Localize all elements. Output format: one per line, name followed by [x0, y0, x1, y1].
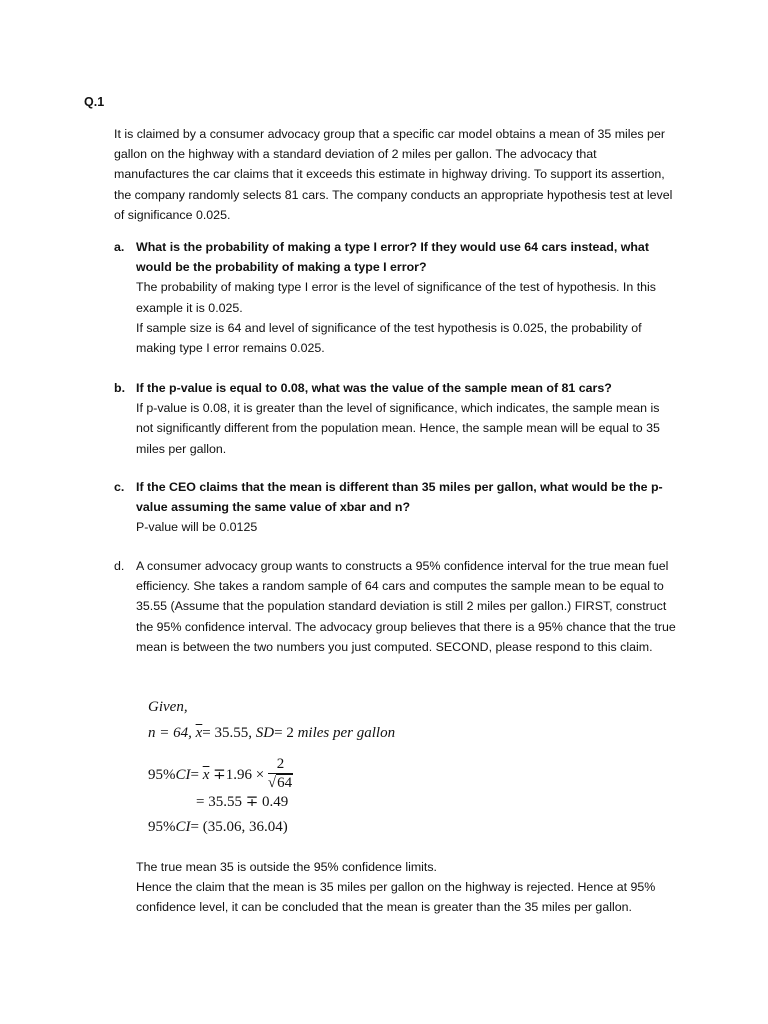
part-d-letter: d. — [114, 559, 125, 573]
part-d-question: A consumer advocacy group wants to constructs a 95% confidence interval for the true mean fuel efficiency. She takes a random sample of 64 cars and computes the sample mean to be equal to 35.55 (Assume that the population standard deviation is still 2 miles per gallon.) FIRST, construct the 95% confidence interval. The advocacy group believes that there is a 95% chance that the true mean is between the two numbers you just computed. SECOND, please respond to this claim. — [136, 559, 676, 654]
math-result-line: = 35.55 ∓ 0.49 — [196, 794, 289, 810]
question-intro: It is claimed by a consumer advocacy group that a specific car model obtains a mean of 35 miles per gallon on the highway with a standard deviation of 2 miles per gallon. The advocacy that manufactures the car claims that it exceeds this estimate in highway driving. To support its assertion, the company randomly selects 81 cars. The company conducts an appropriate hypothesis test at level of significance 0.025. — [114, 127, 673, 222]
ci-equals: = — [190, 767, 199, 783]
part-a-answer-2: If sample size is 64 and level of significance of the test hypothesis is 0.025, the probability of making type I error remains 0.025. — [136, 320, 642, 356]
n-value: n = 64, — [148, 725, 192, 741]
ci-final-symbol: CI — [175, 819, 191, 835]
ci-label: 95% — [148, 767, 176, 783]
part-c-question: If the CEO claims that the mean is different than 35 miles per gallon, what would be the p-value assuming the same value of xbar and n? — [136, 480, 663, 515]
ci-final-value: = (35.06, 36.04) — [190, 819, 288, 835]
sd-units: miles per gallon — [297, 725, 396, 741]
part-b-answer-1: If p-value is 0.08, it is greater than the level of significance, which indicates, the sample mean is not significantly different from the population mean. Hence, the sample mean will be equal to 35 miles per gallon. — [136, 401, 660, 456]
part-c — [114, 477, 676, 538]
math-ci-final — [148, 815, 448, 839]
ci-final-label: 95% — [148, 819, 176, 835]
conclusion-line-1: The true mean 35 is outside the 95% confidence limits. — [136, 860, 437, 874]
part-b — [114, 378, 676, 459]
conclusion-line-2: Hence the claim that the mean is 35 miles per gallon on the highway is rejected. Hence at 95% confidence level, it can be concluded that the mean is greater than the 35 miles per gallon. — [136, 880, 656, 915]
sqrt-symbol: √ — [267, 775, 277, 792]
sqrt-radicand: 64 — [277, 775, 293, 792]
sd-value: = 2 — [274, 725, 294, 741]
question-number: Q.1 — [84, 95, 105, 109]
given-label: Given, — [148, 699, 188, 715]
part-a-question: What is the probability of making a type I error? If they would use 64 cars instead, what would be the probability of making a type I error? — [136, 240, 649, 275]
ci-symbol: CI — [175, 767, 191, 783]
part-b-question: If the p-value is equal to 0.08, what was the value of the sample mean of 81 cars? — [136, 381, 612, 395]
sd-label: SD — [255, 725, 275, 741]
part-b-letter: b. — [114, 381, 126, 395]
part-a-answer-1: The probability of making type I error is the level of significance of the test of hypothesis. In this example it is 0.025. — [136, 280, 656, 315]
ci-plusminus: ∓1.96 × — [213, 767, 265, 783]
math-ci-formula — [148, 756, 448, 794]
conclusion — [136, 857, 696, 918]
ci-fraction — [268, 755, 293, 792]
math-values-line — [148, 721, 468, 745]
ci-xbar-symbol: $\overline{x}$ — [202, 767, 210, 783]
part-a — [114, 237, 676, 358]
xbar-value: = 35.55, — [202, 725, 253, 741]
part-c-letter: c. — [114, 480, 125, 494]
part-a-letter: a. — [114, 240, 125, 254]
part-d — [114, 556, 676, 657]
math-given — [148, 695, 448, 719]
xbar-symbol: $\overline{x}$ — [195, 725, 203, 741]
part-c-answer-1: P-value will be 0.0125 — [136, 520, 258, 535]
fraction-numerator: 2 — [268, 755, 293, 774]
